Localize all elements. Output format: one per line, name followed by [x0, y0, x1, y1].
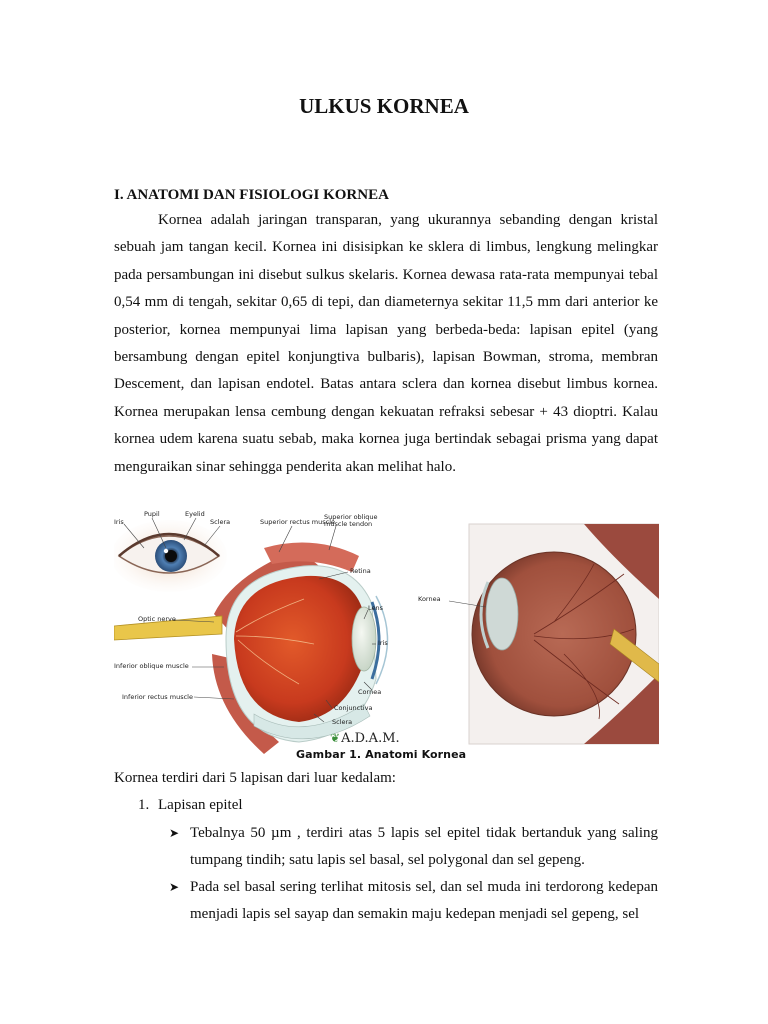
- anatomy-paragraph: Kornea adalah jaringan transparan, yang ukurannya sebanding dengan kristal sebuah jam tangan kecil. Kornea ini disisipkan ke sklera di limbus, lengkung melingkar pada persambungan ini disebut sulkus skelaris. Kornea dewasa rata-rata mempunyai tebal 0,54 mm di tengah, sekitar 0,65 di tepi, dan diameternya sekitar 11,5 mm dari anterior ke posterior, kornea mempunyai lima lapisan yang berbeda-beda: lapisan epitel (yang bersambung dengan epitel konjungtiva bulbaris), lapisan Bowman, stroma, membran Descement, dan lapisan endotel. Batas antara sclera dan kornea disebut limbus kornea. Kornea merupakan lensa cembung dengan kekuatan refraksi sebesar + 43 dioptri. Kalau kornea udem karena suatu sebab, maka kornea juga bertindak sebagai prisma yang dapat menguraikan sinar sehingga penderita akan melihat halo.: [114, 212, 658, 475]
- list-label: Lapisan epitel: [158, 797, 243, 813]
- bullet-text: Tebalnya 50 µm , terdiri atas 5 lapis sel epitel tidak bertanduk yang saling tumpang tindih; satu lapis sel basal, sel polygonal dan sel gepeng.: [190, 825, 658, 869]
- label-superior-oblique: Superior oblique muscle tendon: [324, 513, 378, 528]
- arrow-bullet-icon: ➤: [169, 880, 180, 894]
- bullet-item: [171, 874, 658, 929]
- label-iris-2: Iris: [378, 639, 388, 647]
- arrow-bullet-icon: ➤: [169, 826, 180, 840]
- anatomy-figure: [114, 504, 659, 766]
- layers-intro: Kornea terdiri dari 5 lapisan dari luar kedalam:: [114, 770, 396, 786]
- leaf-icon: ❦: [330, 731, 341, 745]
- bullet-item: [171, 820, 658, 875]
- eye-illustration: [114, 504, 659, 766]
- label-iris: Iris: [114, 518, 124, 526]
- figure-caption: Gambar 1. Anatomi Kornea: [296, 748, 467, 761]
- list-number: 1.: [138, 797, 150, 813]
- label-cornea: Cornea: [358, 688, 382, 696]
- list-item: [138, 797, 243, 814]
- label-lens: Lens: [368, 604, 384, 612]
- label-pupil: Pupil: [144, 510, 160, 518]
- label-kornea: Kornea: [418, 595, 441, 603]
- adam-brand: A.D.A.M.: [341, 731, 400, 746]
- label-inferior-oblique: Inferior oblique muscle: [114, 662, 189, 670]
- label-sclera-top: Sclera: [210, 518, 231, 526]
- label-superior-rectus: Superior rectus muscle: [260, 518, 336, 526]
- label-retina: Retina: [350, 567, 371, 575]
- label-eyelid: Eyelid: [185, 510, 205, 518]
- label-optic-nerve: Optic nerve: [138, 615, 176, 623]
- section-heading: I. ANATOMI DAN FISIOLOGI KORNEA: [114, 187, 389, 203]
- document-title: ULKUS KORNEA: [299, 94, 469, 118]
- label-sclera-bottom: Sclera: [332, 718, 353, 726]
- adam-logo: [330, 731, 400, 746]
- label-inferior-rectus: Inferior rectus muscle: [122, 693, 193, 701]
- label-conjunctiva: Conjunctiva: [334, 704, 373, 712]
- bullet-text: Pada sel basal sering terlihat mitosis sel, dan sel muda ini terdorong kedepan menjadi lapis sel sayap dan semakin maju kedepan menjadi sel gepeng, sel: [190, 879, 658, 923]
